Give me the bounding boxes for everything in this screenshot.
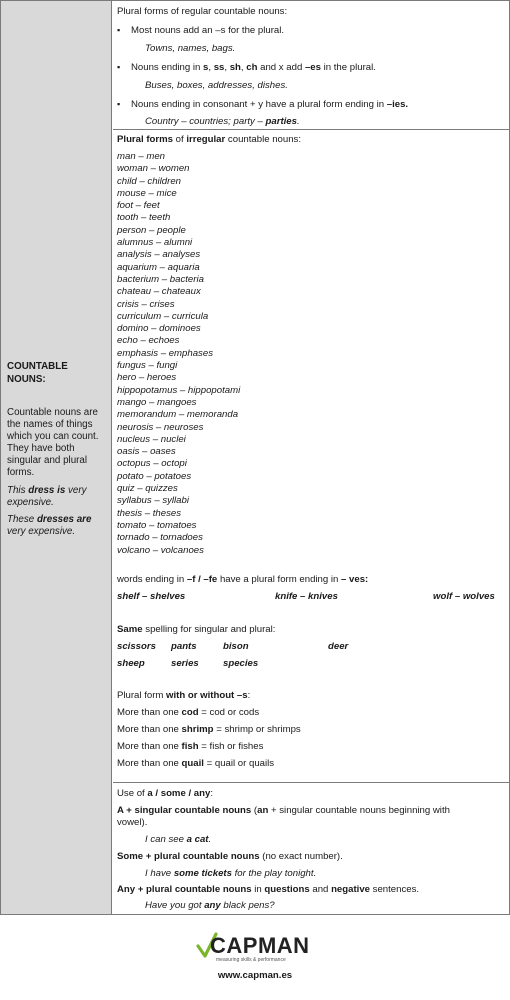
- irregular-item: mouse – mice: [117, 187, 177, 199]
- some-rule: Some + plural countable nouns (no exact number).: [117, 851, 343, 862]
- fve-example-3: wolf – wolves: [433, 591, 495, 602]
- irregular-item: tornado – tornadoes: [117, 532, 203, 544]
- irregular-title: Plural forms of irregular countable nouns:: [117, 134, 302, 145]
- irregular-item: domino – dominoes: [117, 323, 201, 335]
- some-example: I have some tickets for the play tonight.: [145, 868, 317, 879]
- capman-logo[interactable]: [196, 932, 316, 972]
- irregular-item: aquarium – aquaria: [117, 261, 200, 273]
- irregular-item: curriculum – curricula: [117, 310, 209, 322]
- irregular-plurals-section: [113, 130, 509, 783]
- section-heading: COUNTABLE NOUNS:: [7, 361, 68, 385]
- same-word: bison: [223, 641, 249, 652]
- irregular-item: volcano – volcanoes: [117, 544, 204, 556]
- logo-wordmark: CAPMAN: [210, 933, 310, 958]
- any-rule: Any + plural countable nouns in questions and negative sentences.: [117, 884, 420, 895]
- same-word: species: [223, 658, 259, 669]
- any-example: Have you got any black pens?: [145, 900, 275, 911]
- a-rule: A + singular countable nouns (an + singular countable nouns beginning with: [117, 805, 450, 816]
- right-column: [113, 1, 509, 914]
- regular-example-1: Towns, names, bags.: [145, 43, 236, 54]
- same-word: sheep: [117, 658, 145, 669]
- irregular-item: syllabus – syllabi: [117, 495, 189, 507]
- irregular-item: neurosis – neuroses: [117, 421, 204, 433]
- example-plural: These dresses are very expensive.: [7, 514, 92, 538]
- irregular-item: potato – potatoes: [117, 470, 192, 482]
- irregular-item: analysis – analyses: [117, 249, 201, 261]
- irregular-list: [117, 151, 240, 557]
- logo-tagline: measuring skills & performance: [216, 957, 286, 963]
- irregular-item: bacterium – bacteria: [117, 273, 204, 285]
- irregular-item: oasis – oases: [117, 446, 176, 458]
- irregular-item: hippopotamus – hippopotami: [117, 384, 241, 396]
- bullet-icon: ▪: [117, 25, 121, 35]
- regular-rule-1: Most nouns add an –s for the plural.: [131, 25, 285, 36]
- irregular-item: tomato – tomatoes: [117, 519, 197, 531]
- irregular-item: memorandum – memoranda: [117, 409, 239, 421]
- irregular-item: hero – heroes: [117, 372, 177, 384]
- shrimp-line: More than one shrimp = shrimp or shrimps: [117, 724, 301, 735]
- cod-line: More than one cod = cod or cods: [117, 707, 260, 718]
- fish-line: More than one fish = fish or fishes: [117, 741, 264, 752]
- irregular-item: quiz – quizzes: [117, 483, 178, 495]
- irregular-item: chateau – chateaux: [117, 286, 201, 298]
- fve-example-1: shelf – shelves: [117, 591, 186, 602]
- regular-title: Plural forms of regular countable nouns:: [117, 6, 288, 17]
- irregular-item: octopus – octopi: [117, 458, 187, 470]
- same-word: pants: [171, 641, 197, 652]
- irregular-item: nucleus – nuclei: [117, 433, 186, 445]
- fve-example-2: knife – knives: [275, 591, 338, 602]
- irregular-item: foot – feet: [117, 200, 160, 212]
- same-word: series: [171, 658, 199, 669]
- regular-plurals-section: [113, 1, 509, 130]
- regular-example-2: Buses, boxes, addresses, dishes.: [145, 80, 288, 91]
- fve-rule: words ending in –f / –fe have a plural form ending in – ves:: [117, 574, 369, 585]
- bullet-icon: ▪: [117, 99, 121, 109]
- irregular-item: child – children: [117, 175, 181, 187]
- same-word: deer: [328, 641, 349, 652]
- a-example: I can see a cat.: [145, 834, 212, 845]
- articles-section: [113, 783, 509, 914]
- irregular-item: echo – echoes: [117, 335, 180, 347]
- same-word: scissors: [117, 641, 156, 652]
- website-link[interactable]: www.capman.es: [217, 970, 293, 981]
- a-rule-cont: vowel).: [117, 817, 148, 828]
- regular-rule-2: Nouns ending in s, ss, sh, ch and x add –es in the plural.: [131, 62, 376, 73]
- with-without-rule: Plural form with or without –s:: [117, 690, 251, 701]
- irregular-item: alumnus – alumni: [117, 237, 193, 249]
- irregular-item: crisis – crises: [117, 298, 175, 310]
- irregular-item: emphasis – emphases: [117, 347, 213, 359]
- countable-description: Countable nouns are the names of things which you can count. They have both singular and plural forms.: [7, 407, 99, 478]
- irregular-item: fungus – fungi: [117, 360, 178, 372]
- footer: [0, 920, 510, 1000]
- left-column: [1, 1, 112, 914]
- bullet-icon: ▪: [117, 62, 121, 72]
- quail-line: More than one quail = quail or quails: [117, 758, 275, 769]
- irregular-item: tooth – teeth: [117, 212, 171, 224]
- irregular-item: woman – women: [117, 163, 190, 175]
- irregular-item: thesis – theses: [117, 507, 181, 519]
- articles-title: Use of a / some / any:: [117, 788, 213, 799]
- example-singular: This dress is very expensive.: [7, 485, 87, 509]
- irregular-item: mango – mangoes: [117, 396, 197, 408]
- regular-example-3: Country – countries; party – parties.: [145, 116, 300, 127]
- irregular-item: person – people: [117, 224, 186, 236]
- same-spelling-rule: Same spelling for singular and plural:: [117, 624, 276, 635]
- irregular-item: man – men: [117, 151, 165, 162]
- regular-rule-3: Nouns ending in consonant + y have a plural form ending in –ies.: [131, 99, 409, 110]
